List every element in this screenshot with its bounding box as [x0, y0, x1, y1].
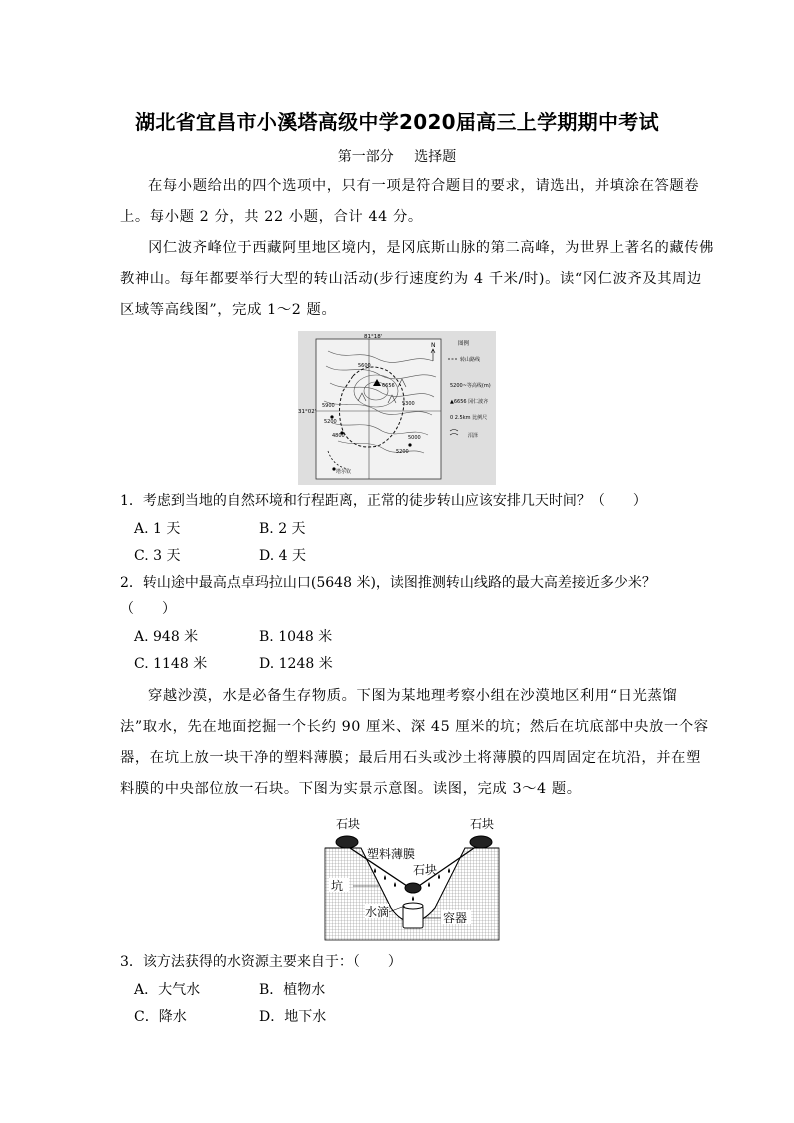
- passage2-line-3: 器，在坑上放一块干净的塑料薄膜；最后用石头或沙土将薄膜的四周固定在坑沿，并在塑: [120, 750, 701, 766]
- instructions-line-1: 在每小题给出的四个选项中，只有一项是符合题目的要求，请选出，并填涂在答题卷: [148, 178, 700, 194]
- map-height-8: 5200: [396, 449, 409, 455]
- passage2-line-1: 穿越沙漠，水是必备生存物质。下图为某地理考察小组在沙漠地区利用“日光蒸馏: [148, 688, 678, 704]
- question-2-option-c: C. 1148 米: [134, 656, 208, 672]
- question-1-option-c: C. 3 天: [134, 548, 181, 564]
- label-stone-left: 石块: [336, 817, 361, 831]
- question-1-option-a: A. 1 天: [134, 521, 181, 537]
- passage1-line-2: 教神山。每年都要举行大型的转山活动(步行速度约为 4 千米/时)。读“冈仁波齐及其周边: [120, 271, 702, 287]
- north-arrow-label: N: [431, 342, 436, 349]
- label-stone-center: 石块: [413, 863, 438, 877]
- question-2-option-d: D. 1248 米: [259, 656, 333, 672]
- question-2-stem-blank: （ ）: [120, 601, 176, 617]
- map-longitude: 81°18': [364, 334, 383, 340]
- label-plastic-film: 塑料薄膜: [367, 847, 416, 861]
- question-1-option-b: B. 2 天: [259, 521, 306, 537]
- legend-peak: ▲6656 冈仁波齐: [450, 399, 489, 405]
- question-3-option-c: C．降水: [134, 1009, 187, 1025]
- question-3-option-a: A．大气水: [134, 982, 201, 998]
- map-height-3: 5900: [322, 403, 335, 409]
- question-3-option-b: B．植物水: [259, 982, 326, 998]
- label-water-droplets: 水滴: [365, 905, 390, 919]
- map-height-4: 5200: [324, 419, 337, 425]
- solar-still-diagram: [323, 812, 501, 942]
- label-pit: 坑: [331, 879, 344, 893]
- passage1-line-3: 区域等高线图”，完成 1～2 题。: [120, 302, 337, 318]
- legend-route: 转山路线: [460, 357, 481, 363]
- passage1-line-1: 冈仁波齐峰位于西藏阿里地区境内，是冈底斯山脉的第二高峰，为世界上著名的藏传佛: [148, 240, 715, 256]
- passage2-line-2: 法”取水，先在地面挖掘一个长约 90 厘米、深 45 厘米的坑；然后在坑底部中央放一个容: [120, 719, 709, 735]
- question-2-option-b: B. 1048 米: [259, 629, 333, 645]
- question-3-stem: 3．该方法获得的水资源主要来自于：（ ）: [120, 954, 402, 970]
- question-1-stem: 1．考虑到当地的自然环境和行程距离，正常的徒步转山应该安排几天时间？（ ）: [120, 493, 647, 509]
- question-2-option-a: A. 948 米: [134, 629, 199, 645]
- legend-scale: 0 2.5km 比例尺: [450, 415, 488, 421]
- question-2-stem: 2．转山途中最高点卓玛拉山口(5648 米)，读图推测转山线路的最大高差接近多少米？: [120, 575, 656, 591]
- section-heading: [0, 146, 794, 166]
- question-1-option-d: D. 4 天: [259, 548, 306, 564]
- label-stone-right: 石块: [470, 817, 495, 831]
- exam-title: 湖北省宜昌市小溪塔高级中学2020届高三上学期期中考试: [135, 110, 659, 134]
- legend-contour: 5200~等高线(m): [450, 383, 491, 389]
- map-town-label: 塔尔钦: [336, 469, 352, 475]
- map-height-2: 5600: [358, 363, 371, 369]
- map-latitude: 31°02': [298, 409, 317, 415]
- map-height-7: 5300: [402, 401, 415, 407]
- map-height-5: 4800: [332, 433, 345, 439]
- instructions-line-2: 上。每小题 2 分，共 22 小题，合计 44 分。: [120, 209, 423, 225]
- map-height-6: 5000: [408, 435, 421, 441]
- section-part: 第一部分: [337, 149, 394, 165]
- section-name: 选择题: [414, 149, 457, 165]
- question-3-option-d: D．地下水: [259, 1009, 327, 1025]
- contour-map-figure: [298, 331, 496, 485]
- legend-title: 图例: [458, 341, 470, 347]
- passage2-line-4: 料膜的中央部位放一石块。下图为实景示意图。读图，完成 3～4 题。: [120, 781, 582, 797]
- legend-swamp: 沼泽: [468, 433, 479, 439]
- label-container: 容器: [443, 911, 468, 925]
- map-height-1: 6656: [382, 383, 395, 389]
